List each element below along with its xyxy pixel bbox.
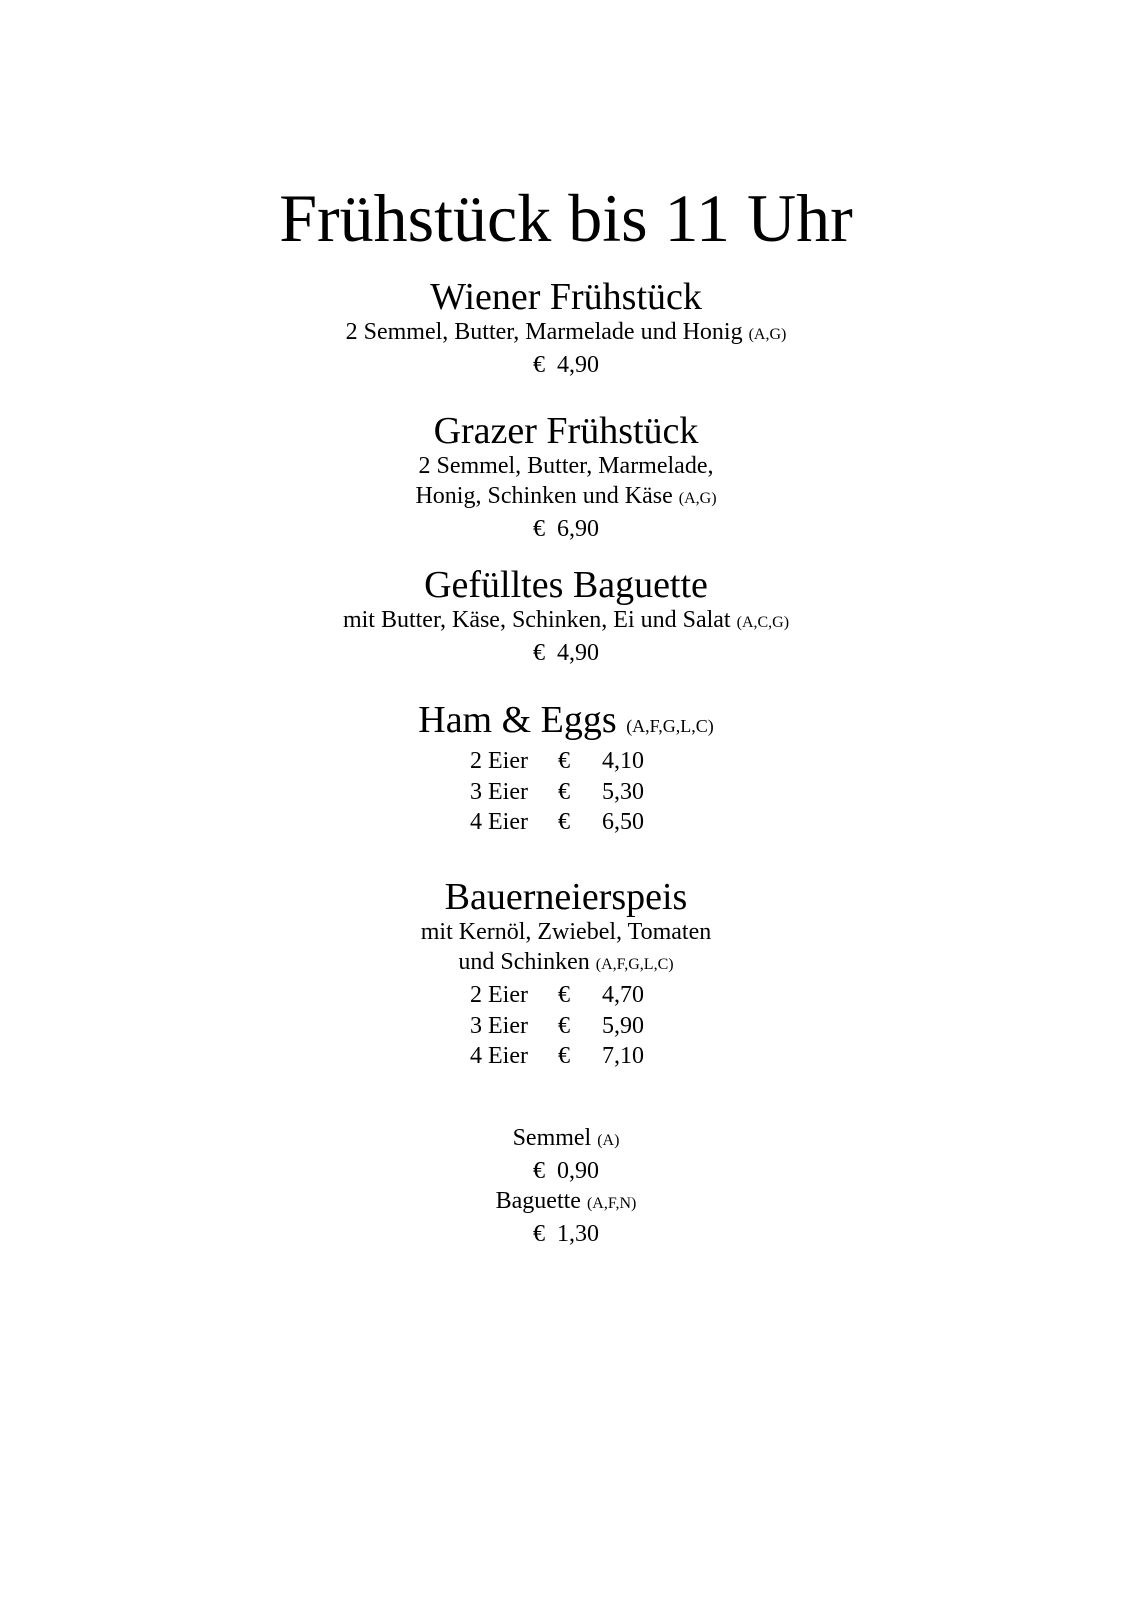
price-row: 2 Eier € 4,10 — [470, 746, 662, 777]
currency-symbol: € — [558, 1043, 570, 1069]
allergen-codes: (A,C,G) — [736, 614, 790, 631]
price-table — [470, 980, 662, 1072]
menu-item-grazer — [0, 411, 1132, 544]
allergen-codes: (A) — [597, 1132, 620, 1149]
currency-symbol: € — [558, 748, 570, 774]
allergen-codes: (A,G) — [678, 490, 717, 507]
dish-price: € 4,90 — [533, 640, 599, 666]
dish-description-line-2: und Schinken (A,F,G,L,C) — [458, 949, 674, 975]
dish-description-line-1: mit Kernöl, Zwiebel, Tomaten — [420, 919, 712, 945]
menu-item-ham-eggs — [0, 700, 1132, 838]
allergen-codes: (A,G) — [748, 326, 787, 343]
extra-item-price: € 0,90 — [533, 1158, 599, 1184]
dish-description-line-1: 2 Semmel, Butter, Marmelade, — [418, 453, 714, 479]
dish-price: € 4,90 — [533, 352, 599, 378]
price-row: 4 Eier € 6,50 — [470, 807, 662, 838]
currency-symbol: € — [533, 1221, 545, 1247]
menu-item-bauerneierspeis — [0, 877, 1132, 1072]
dish-name: Bauerneierspeis — [444, 876, 688, 918]
currency-symbol: € — [558, 778, 570, 805]
allergen-codes: (A,F,N) — [586, 1195, 637, 1212]
dish-name: Ham & Eggs (A,F,G,L,C) — [418, 699, 714, 741]
currency-symbol: € — [558, 809, 570, 835]
dish-name: Grazer Frühstück — [433, 410, 699, 452]
menu-item-baguette — [0, 565, 1132, 668]
dish-description: 2 Semmel, Butter, Marmelade und Honig (A,G) — [345, 319, 787, 345]
dish-name: Wiener Frühstück — [430, 276, 702, 318]
price-row: 2 Eier € 4,70 — [470, 980, 662, 1011]
extra-item-name: Semmel (A) — [512, 1125, 620, 1151]
dish-description: mit Butter, Käse, Schinken, Ei und Salat (A,C,G) — [342, 607, 790, 633]
price-table — [470, 746, 662, 838]
extra-item-name: Baguette (A,F,N) — [495, 1188, 637, 1214]
currency-symbol: € — [533, 1158, 545, 1184]
extra-item-price: € 1,30 — [533, 1221, 599, 1247]
price-row: 3 Eier € 5,90 — [470, 1011, 662, 1042]
page-title: Frühstück bis 11 Uhr — [279, 180, 853, 256]
currency-symbol: € — [533, 352, 545, 378]
currency-symbol: € — [533, 640, 545, 666]
allergen-codes: (A,F,G,L,C) — [626, 716, 714, 736]
currency-symbol: € — [558, 1012, 570, 1039]
extras-list — [0, 1123, 1132, 1249]
currency-symbol: € — [533, 516, 545, 542]
allergen-codes: (A,F,G,L,C) — [595, 956, 674, 973]
dish-price: € 6,90 — [533, 516, 599, 542]
price-row: 3 Eier € 5,30 — [470, 777, 662, 808]
currency-symbol: € — [558, 982, 570, 1008]
dish-description-line-2: Honig, Schinken und Käse (A,G) — [415, 483, 717, 509]
dish-name: Gefülltes Baguette — [424, 564, 708, 606]
menu-item-wiener — [0, 277, 1132, 380]
price-row: 4 Eier € 7,10 — [470, 1041, 662, 1072]
